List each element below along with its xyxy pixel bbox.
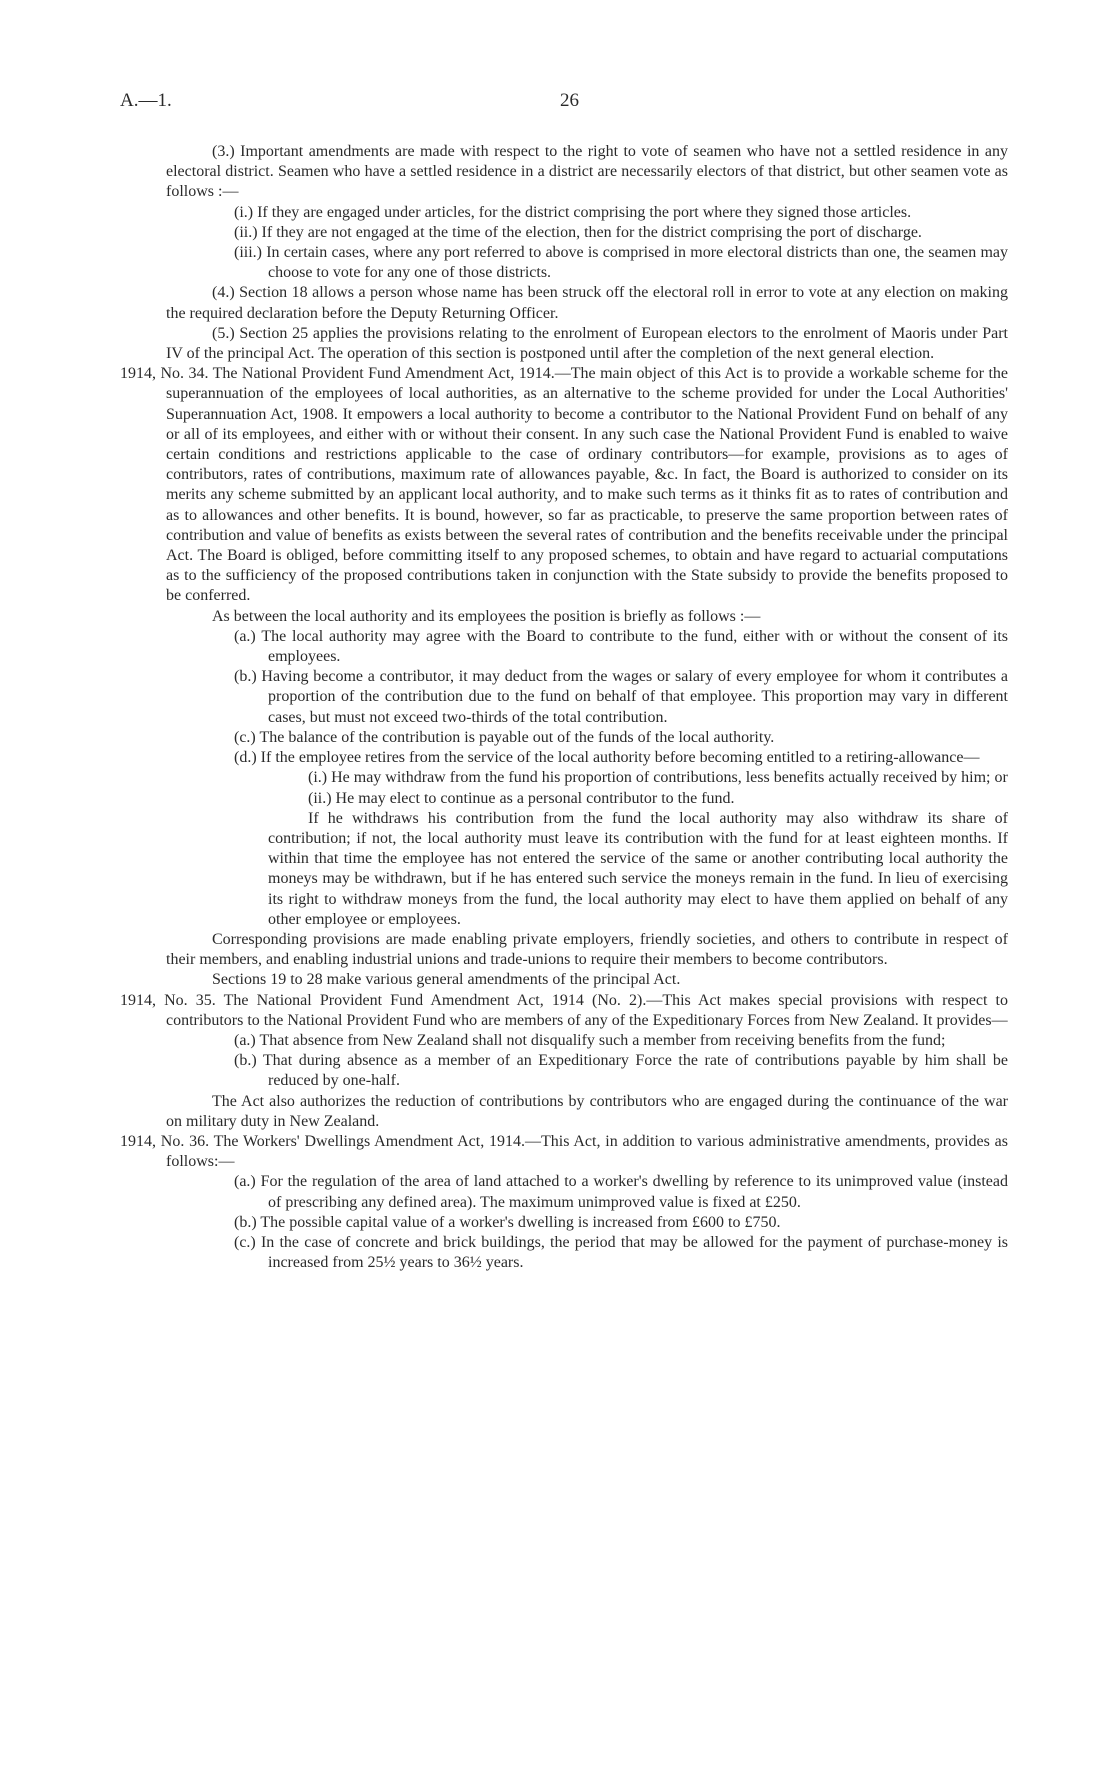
paragraph-sections-19-28: Sections 19 to 28 make various general amendments of the principal Act. xyxy=(212,971,681,989)
document-body xyxy=(120,142,1008,1273)
list-item-a-land-area: (a.) For the regulation of the area of land attached to a worker's dwelling by reference to its unimproved value (instead of prescribing any defined area). The maximum unimproved value is fixed at £250. xyxy=(234,1173,1008,1211)
paragraph-local-authority-position: As between the local authority and its employees the position is briefly as follows :— xyxy=(212,607,761,625)
paragraph-4-section-18: (4.) Section 18 allows a person whose name has been struck off the electoral roll in error to vote at any election on making the required declaration before the Deputy Returning Officer. xyxy=(166,284,1008,322)
paragraph-5-section-25: (5.) Section 25 applies the provisions relating to the enrolment of European electors to the enrolment of Maoris under Part IV of the principal Act. The operation of this section is postponed until after the completion of the next general election. xyxy=(166,324,1008,363)
list-item-seamen-i: (i.) If they are engaged under articles, for the district comprising the port where they signed those articles. xyxy=(234,203,912,221)
list-item-b-capital-value: (b.) The possible capital value of a worker's dwelling is increased from £600 to £750. xyxy=(234,1213,781,1231)
paragraph-3-seamen: (3.) Important amendments are made with respect to the right to vote of seamen who have not a settled residence in any electoral district. Seamen who have a settled residence in a district are necessarily electors of that district, but other seamen vote as follows :— xyxy=(166,143,1008,201)
list-item-b-deduct: (b.) Having become a contributor, it may deduct from the wages or salary of every employee for whom it contributes a proportion of the contribution due to the fund on behalf of that employee. This proportion may vary in different cases, but must not exceed two-thirds of the total contribution. xyxy=(234,668,1008,726)
paragraph-act-authorizes: The Act also authorizes the reduction of contributions by contributors who are engaged during the continuance of the war on military duty in New Zealand. xyxy=(166,1092,1008,1130)
list-item-seamen-iii: (iii.) In certain cases, where any port referred to above is comprised in more electoral districts than one, the seamen may choose to vote for any one of those districts. xyxy=(234,244,1008,282)
page-number: 26 xyxy=(560,90,579,111)
act-1914-no-36: 1914, No. 36. The Workers' Dwellings Amendment Act, 1914.—This Act, in addition to various administrative amendments, provides as follows:— xyxy=(120,1132,1008,1171)
list-item-c-concrete-brick: (c.) In the case of concrete and brick buildings, the period that may be allowed for the payment of purchase-money is increased from 25½ years to 36½ years. xyxy=(234,1233,1008,1272)
act-1914-no-34: 1914, No. 34. The National Provident Fund Amendment Act, 1914.—The main object of this Act is to provide a workable scheme for the superannuation of the employees of local authorities, as an alternative to the scheme provided for under the Local Authorities' Superannuation Act, 1908. It empowers a local authority to become a contributor to the National Provident Fund on behalf of any or all of its employees, and either with or without their consent. In any such case the National Provident Fund is enabled to waive certain conditions and restrictions applicable to the case of ordinary contributors—for example, provisions as to ages of contributors, rates of contributions, maximum rate of allowances payable, &c. In fact, the Board is authorized to consider on its merits any scheme submitted by an applicant local authority, and to make such terms as it thinks fit as to rates of contribution and as to allowances and other benefits. It is bound, however, so far as practicable, to preserve the same proportion between rates of contribution and value of benefits as exists between the several rates of contribution and the benefits receivable under the principal Act. The Board is obliged, before committing itself to any proposed schemes, to obtain and have regard to actuarial computations as to the sufficiency of the proposed contributions taken in conjunction with the State subsidy to provide the benefits proposed to be conferred. xyxy=(120,365,1008,605)
list-item-seamen-ii: (ii.) If they are not engaged at the time of the election, then for the district comprising the port of discharge. xyxy=(234,223,922,241)
paragraph-withdraw-contribution: If he withdraws his contribution from the fund the local authority may also withdraw its share of contribution; if not, the local authority must leave its contribution with the fund for at least eighteen months. If within that time the employee has not entered the service of the same or another contributing local authority the moneys may be withdrawn, but if he has entered such service the moneys remain in the fund. In lieu of exercising its right to withdraw moneys from the fund, the local authority may elect to have them applied on behalf of any other employee or employees. xyxy=(268,809,1008,928)
list-item-c-balance: (c.) The balance of the contribution is payable out of the funds of the local authority. xyxy=(234,728,775,746)
sub-item-i-withdraw: (i.) He may withdraw from the fund his proportion of contributions, less benefits actually received by him; or xyxy=(308,769,1008,787)
list-item-b-reduction: (b.) That during absence as a member of an Expeditionary Force the rate of contributions payable by him shall be reduced by one-half. xyxy=(234,1052,1008,1090)
page-reference: A.—1. xyxy=(120,90,172,111)
page-header xyxy=(120,90,1000,114)
list-item-a-absence: (a.) That absence from New Zealand shall not disqualify such a member from receiving benefits from the fund; xyxy=(234,1031,946,1049)
paragraph-corresponding-provisions: Corresponding provisions are made enabling private employers, friendly societies, and others to contribute in respect of their members, and enabling industrial unions and trade-unions to require their members to become contributors. xyxy=(166,930,1008,969)
sub-item-ii-continue: (ii.) He may elect to continue as a personal contributor to the fund. xyxy=(308,789,735,807)
act-1914-no-35: 1914, No. 35. The National Provident Fund Amendment Act, 1914 (No. 2).—This Act makes special provisions with respect to contributors to the National Provident Fund who are members of any of the Expeditionary Forces from New Zealand. It provides— xyxy=(120,991,1008,1029)
list-item-d-retires: (d.) If the employee retires from the service of the local authority before becoming entitled to a retiring-allowance— xyxy=(234,749,980,767)
list-item-a-agree: (a.) The local authority may agree with the Board to contribute to the fund, either with or without the consent of its employees. xyxy=(234,627,1008,666)
